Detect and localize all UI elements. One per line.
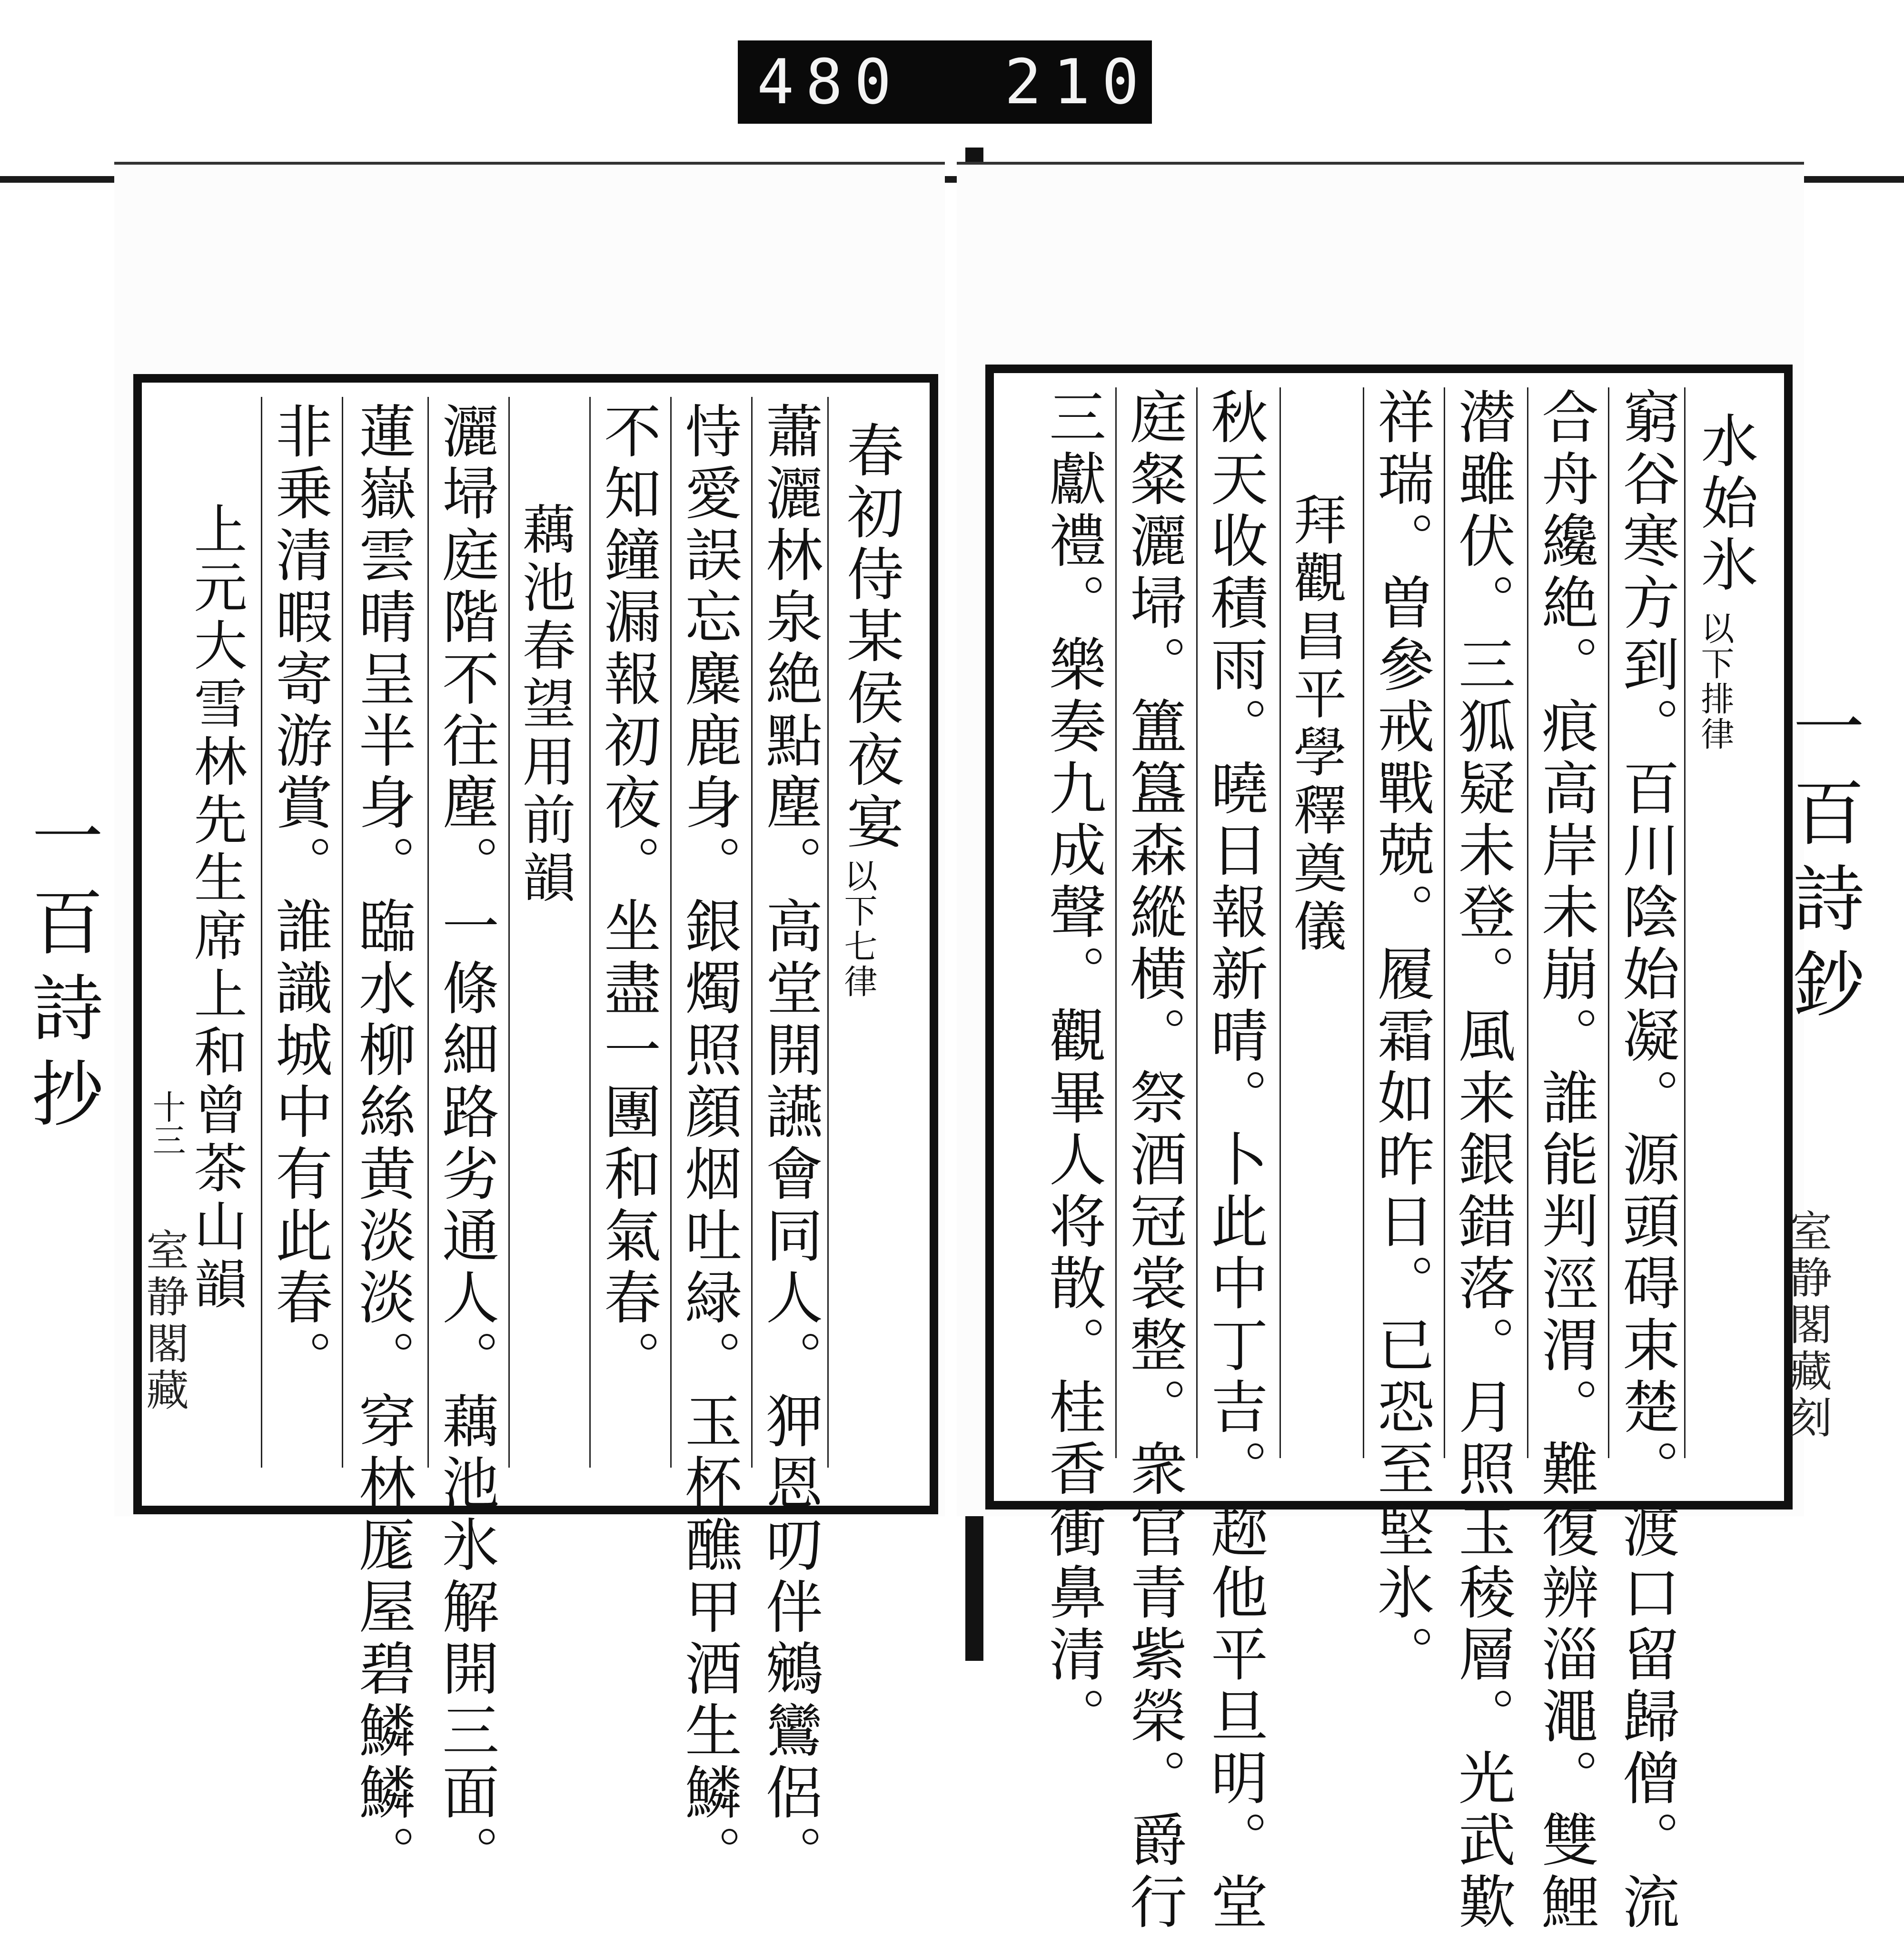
column-rule xyxy=(827,397,829,1468)
poem-title: 春初侍某侯夜宴 xyxy=(837,421,903,854)
folio-number: 十三 xyxy=(147,1090,186,1156)
archive-number-left: 480 xyxy=(757,46,903,118)
poem-line: 窮谷寒方到。百川陰始凝。源頭碍束楚。渡口留歸僧。流 xyxy=(1613,387,1679,1934)
poem-title: 水始氷 xyxy=(1692,411,1758,597)
poem-line: 祥瑞。曽參戒戰兢。履霜如昨日。已恐至堅氷。 xyxy=(1368,387,1434,1687)
column-rule xyxy=(670,397,672,1468)
poem-line: 庭粲灑埽。簠簋森縱横。祭酒冠裳整。衆官青紫榮。爵行 xyxy=(1121,387,1187,1934)
poem-line: 秋天收積雨。曉日報新晴。卜此中丁吉。趂他平旦明。堂 xyxy=(1201,387,1268,1934)
poem-line: 三獻禮。樂奏九成聲。觀畢人将散。桂香衝鼻清。 xyxy=(1040,387,1106,1748)
column-rule xyxy=(1527,387,1528,1458)
poem-line: 合舟纔絶。痕高岸未崩。誰能判涇渭。難復辨淄澠。雙鯉 xyxy=(1532,387,1598,1934)
column-rule xyxy=(1196,387,1198,1458)
poem-line: 潜雖伏。三狐疑未登。風来銀錯落。月照玉稜層。光武歎 xyxy=(1449,387,1515,1934)
poem-title: 上元大雪林先生席上和曾茶山韻 xyxy=(185,502,247,1314)
poem-line: 蕭灑林泉絶點塵。高堂開讌會同人。狎恩叨伴鵷鸞侶。 xyxy=(756,402,823,1886)
archive-label xyxy=(738,40,1152,124)
archive-number-right: 210 xyxy=(1004,46,1150,118)
poem-title: 藕池春望用前韻 xyxy=(514,502,575,908)
poem-line: 灑埽庭階不往塵。一條細路劣通人。藕池氷解開三面。 xyxy=(433,402,499,1886)
column-rule xyxy=(1444,387,1445,1458)
right-text-frame xyxy=(985,365,1793,1934)
left-edge-title: 一百詩抄 xyxy=(20,799,102,1142)
left-page xyxy=(114,162,945,1886)
poem-note: 以下排律 xyxy=(1696,611,1735,752)
right-imprint: 室静閣藏刻 xyxy=(1782,1209,1832,1442)
right-page xyxy=(957,162,1804,1934)
poem-note: 以下七律 xyxy=(839,858,878,999)
poem-line: 蓮嶽雲晴呈半身。臨水柳絲黄淡淡。穿林厖屋碧鱗鱗。 xyxy=(349,402,416,1886)
poem-title: 拜觀昌平學釋奠儀 xyxy=(1285,492,1347,957)
column-rule xyxy=(1115,387,1117,1458)
poem-line: 恃愛誤忘麋鹿身。銀燭照顔烟吐緑。玉杯醮甲酒生鱗。 xyxy=(675,402,742,1886)
column-rule xyxy=(589,397,591,1468)
column-rule xyxy=(1279,387,1281,1458)
column-rule xyxy=(261,397,262,1468)
column-rule xyxy=(1684,387,1686,1458)
column-rule xyxy=(342,397,343,1468)
right-edge-title: 一百詩鈔 xyxy=(1781,690,1864,1033)
poem-line: 非乗清暇寄游賞。誰識城中有此春。 xyxy=(266,402,332,1391)
column-rule xyxy=(1363,387,1364,1458)
column-rule xyxy=(1608,387,1609,1458)
poem-line: 不知鐘漏報初夜。坐盡一團和氣春。 xyxy=(595,402,661,1391)
left-text-frame xyxy=(133,374,938,1886)
column-rule xyxy=(751,397,753,1468)
column-rule xyxy=(508,397,510,1468)
column-rule xyxy=(427,397,429,1468)
left-imprint: 室静閣藏 xyxy=(139,1228,188,1414)
